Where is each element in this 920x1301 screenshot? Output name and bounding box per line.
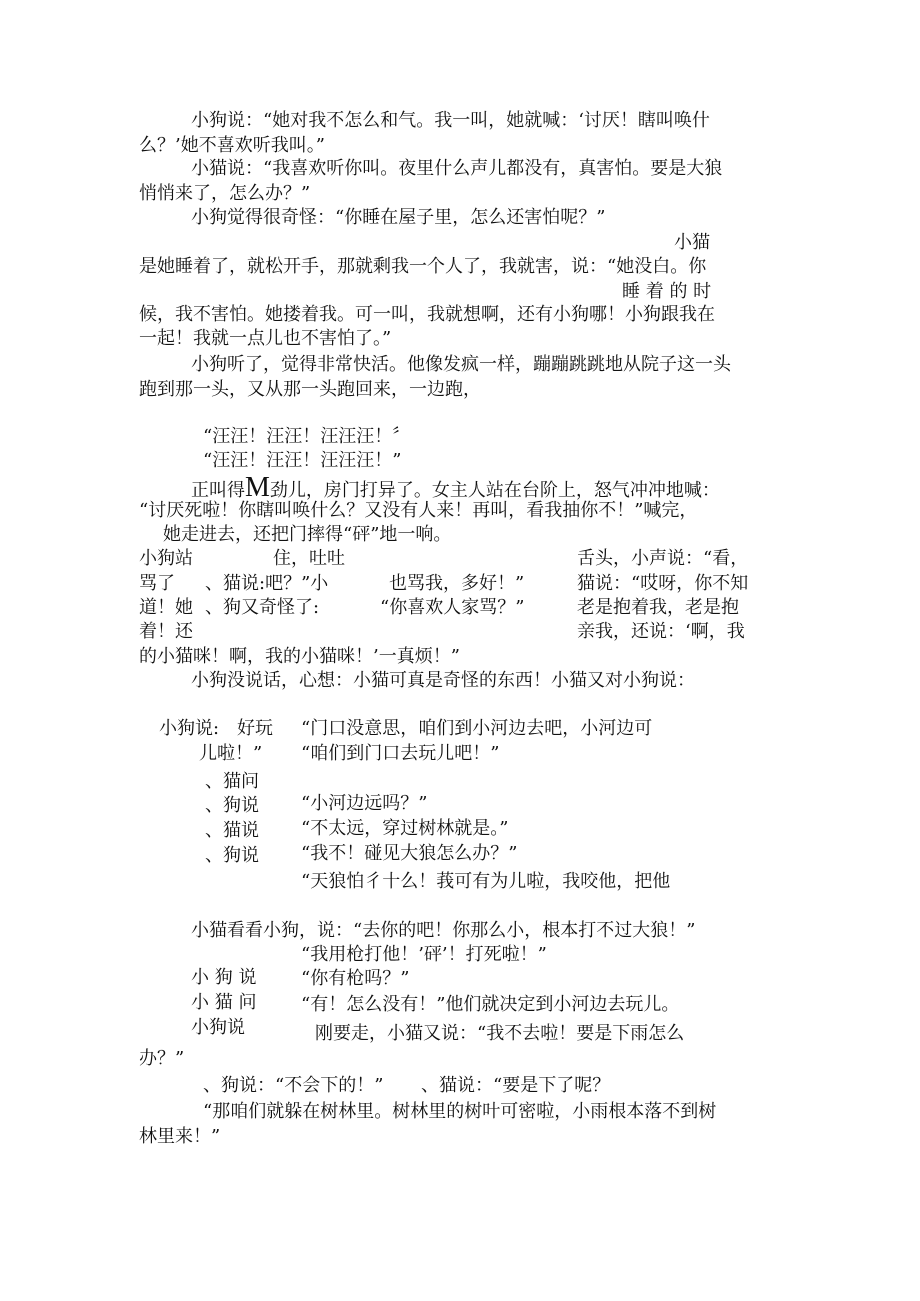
dialogue-text: “门口没意思，咱们到小河边去吧，小河边可 — [301, 718, 653, 739]
dialogue-text: “有！怎么没有！”他们就决定到小河边去玩儿。 — [301, 994, 680, 1015]
column-text: 老是抱着我，老是抱 — [577, 597, 739, 618]
column-text: 舌头，小声说：“看， — [577, 548, 749, 569]
dialogue-text: “咱们到门口去玩儿吧！” — [301, 743, 500, 764]
dialogue-speaker: 儿啦！” — [199, 743, 263, 764]
paragraph-line: 小猫 — [674, 232, 710, 253]
paragraph-line: “讨厌死啦！你瞎叫唤什么？又没有人来！再叫，看我抽你不！”喊完， — [139, 500, 698, 521]
paragraph-line: 是她睡着了，就松开手，那就剩我一个人了，我就害，说：“她没白。你 — [139, 256, 707, 277]
paragraph-line: 候，我不害怕。她搂着我。可一叫，我就想啊，还有小狗哪！小狗跟我在 — [139, 304, 715, 325]
dialogue-speaker: 小 猫 问 — [191, 992, 257, 1013]
paragraph-line: 的小猫咪！啊，我的小猫咪！’一真烦！” — [139, 646, 460, 667]
dialogue-speaker: 小狗说 — [191, 1017, 245, 1038]
dialogue-speaker: 、猫说 — [205, 820, 259, 841]
paragraph-line: “那咱们就躲在树林里。树林里的树叶可密啦，小雨根本落不到树 — [203, 1101, 717, 1122]
dialogue-text: 、猫说：“要是下了呢？ — [421, 1075, 611, 1096]
column-text: 亲我，还说：‘啊，我 — [577, 621, 745, 642]
text-run: 劲儿，房门打异了。女主人站在台阶上，怒气冲冲地喊： — [269, 480, 720, 501]
column-text: 住，吐吐 — [273, 548, 345, 569]
column-text: 、狗又奇怪了: — [205, 597, 320, 618]
column-text: 骂了 — [139, 573, 175, 594]
column-text: 猫说：“哎呀，你不知 — [577, 573, 749, 594]
dialogue-speaker: 好玩 — [237, 718, 273, 739]
paragraph-line: “汪汪！汪汪！汪汪汪！” — [203, 450, 402, 471]
dialogue-text: “我用枪打他！’砰’！打死啦！” — [301, 944, 547, 965]
dialogue-speaker: 小 狗 说 — [191, 967, 257, 988]
paragraph-line: 林里来！” — [139, 1126, 221, 1147]
dialogue-text: 、狗说：“不会下的！” — [203, 1075, 384, 1096]
text-run: 正叫得 — [191, 480, 245, 501]
text-run: M — [245, 472, 270, 503]
paragraph-line: 小猫说：“我喜欢听你叫。夜里什么声儿都没有，真害怕。要是大狼 — [191, 158, 723, 179]
paragraph-line: “汪汪！汪汪！汪汪汪！〞 — [203, 426, 411, 447]
paragraph-line: 睡 着 的 时 — [622, 281, 712, 302]
paragraph-line: 小猫看看小狗，说：“去你的吧！你那么小，根本打不过大狼！” — [191, 920, 696, 941]
paragraph-line: 一起！我就一点儿也不害怕了。” — [139, 328, 392, 349]
paragraph-line: 跑到那一头，又从那一头跑回来，一边跑， — [139, 379, 481, 400]
dialogue-text: “你有枪吗？” — [301, 968, 410, 989]
paragraph-line: 悄悄来了，怎么办？” — [139, 183, 311, 204]
column-text: 、猫说:吧？”小 — [205, 573, 329, 594]
paragraph-line: 小狗没说话，心想：小猫可真是奇怪的东西！小猫又对小狗说： — [191, 670, 695, 691]
paragraph-line: 小狗听了，觉得非常快活。他像发疯一样，蹦蹦跳跳地从院子这一头 — [191, 354, 731, 375]
column-text: 小狗站 — [139, 548, 193, 569]
dialogue-speaker: 、狗说 — [205, 795, 259, 816]
dialogue-text: “小河边远吗？” — [301, 793, 428, 814]
dialogue-speaker: 小狗说: — [159, 718, 220, 739]
paragraph-line: 她走进去，还把门摔得“砰”地一响。 — [163, 524, 452, 545]
dialogue-text: 刚要走，小猫又说：“我不去啦！要是下雨怎么 — [315, 1023, 685, 1044]
paragraph-line: 办？” — [139, 1048, 185, 1069]
paragraph-line: 小狗说：“她对我不怎么和气。我一叫，她就喊：‘讨厌！瞎叫唤什 — [191, 110, 710, 131]
column-text: 道！她 — [139, 597, 193, 618]
dialogue-speaker: 、狗说 — [205, 845, 259, 866]
column-text: “你喜欢人家骂？” — [380, 597, 525, 618]
paragraph-line: 么？’她不喜欢听我叫。” — [139, 135, 325, 156]
paragraph-line — [191, 474, 720, 502]
paragraph-line: 小狗觉得很奇怪：“你睡在屋子里，怎么还害怕呢？” — [191, 207, 606, 228]
column-text: 着！还 — [139, 621, 193, 642]
dialogue-text: “我不！碰见大狼怎么办？” — [301, 843, 518, 864]
dialogue-text: “不太远，穿过树林就是。” — [301, 818, 509, 839]
dialogue-text: “天狼怕彳十么！莪可有为儿啦，我咬他，把他 — [301, 871, 671, 892]
dialogue-speaker: 、猫问 — [205, 771, 259, 792]
column-text: 也骂我，多好！” — [389, 573, 525, 594]
